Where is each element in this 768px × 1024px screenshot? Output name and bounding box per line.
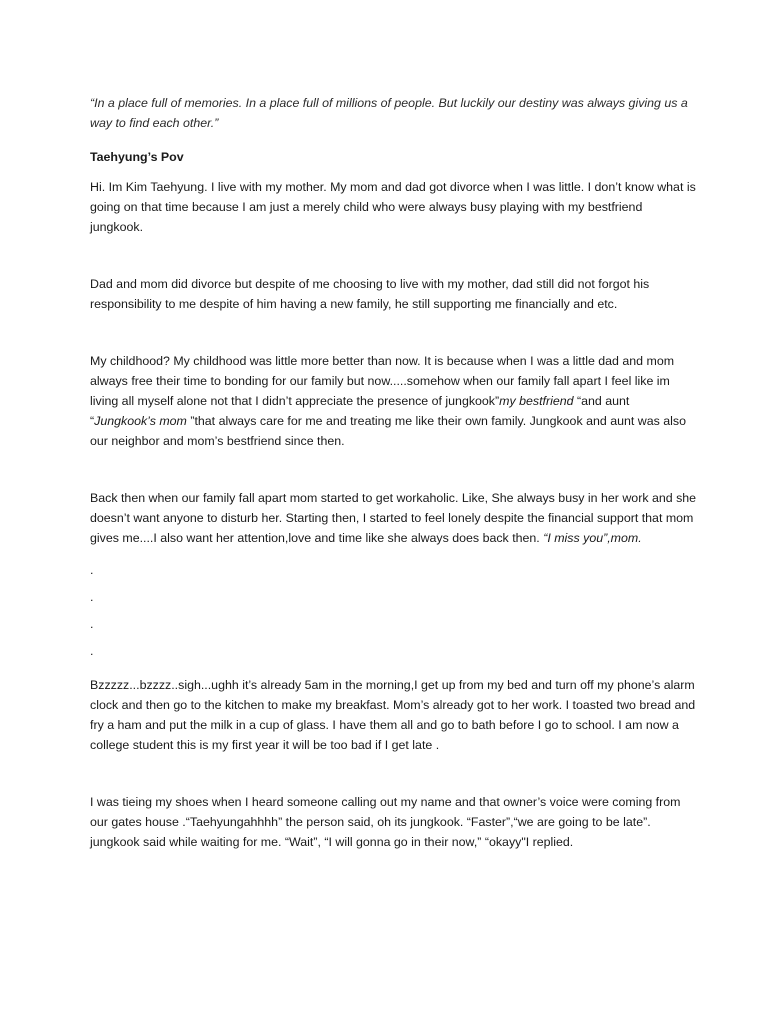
childhood-text-3: ”that always care for me and treating me like their own family. Jungkook and aunt was also our neighbor and mom’s bestfriend since then. (90, 414, 686, 448)
paragraph-intro: Hi. Im Kim Taehyung. I live with my mother. My mom and dad got divorce when I was little. I don’t know what is going on that time because I am just a merely child who were always busy playing with my bestfriend jungkook. (90, 180, 696, 234)
scene-break-dot: . (90, 563, 94, 577)
childhood-italic-1: my bestfriend (499, 394, 574, 408)
childhood-text-2: “and aunt “ (90, 394, 630, 428)
section-heading: Taehyung’s Pov (90, 150, 184, 164)
scene-break-dot: . (90, 644, 94, 658)
paragraph-morning: Bzzzzz...bzzzz..sigh...ughh it’s already 5am in the morning,I get up from my bed and turn off my phone’s alarm clock and then go to the kitchen to make my breakfast. Mom’s already got to her work. I toasted two bread and fry a ham and put the milk in a cup of glass. I have them all and go to bath before I go to school. I am now a college student this is my first year it will be too bad if I get late . (90, 678, 696, 752)
paragraph-shoes: I was tieing my shoes when I heard someone calling out my name and that owner’s voice were coming from our gates house .“Taehyungahhhh” the person said, oh its jungkook. “Faster”,“we are going to be late”. jungkook said while waiting for me. “Wait”, “I will gonna go in their now,” “okayy"I replied. (90, 795, 681, 849)
paragraph-childhood (90, 351, 698, 451)
opening-quote: “In a place full of memories. In a place full of millions of people. But luckily our destiny was always giving us a way to find each other.” (90, 96, 688, 130)
childhood-text-1: My childhood? My childhood was little more better than now. It is because when I was a little dad and mom always free their time to bonding for our family but now.....somehow when our family fall apart I feel like im living all myself alone not that I didn’t appreciate the presence of jungkook” (90, 354, 675, 408)
workaholic-text: Back then when our family fall apart mom started to get workaholic. Like, She always busy in her work and she doesn’t want anyone to disturb her. Starting then, I started to feel lonely despite the financial support that mom gives me....I also want her attention,love and time like she always does back then. (90, 491, 697, 545)
childhood-italic-2: Jungkook’s mom (94, 414, 187, 428)
paragraph-divorce: Dad and mom did divorce but despite of me choosing to live with my mother, dad still did not forgot his responsibility to me despite of him having a new family, he still supporting me financially and etc. (90, 277, 650, 311)
workaholic-italic: “I miss you”,mom. (543, 531, 642, 545)
paragraph-workaholic (90, 488, 698, 548)
scene-break-dot: . (90, 617, 94, 631)
scene-break-dot: . (90, 590, 94, 604)
scene-break-dots (90, 557, 698, 665)
